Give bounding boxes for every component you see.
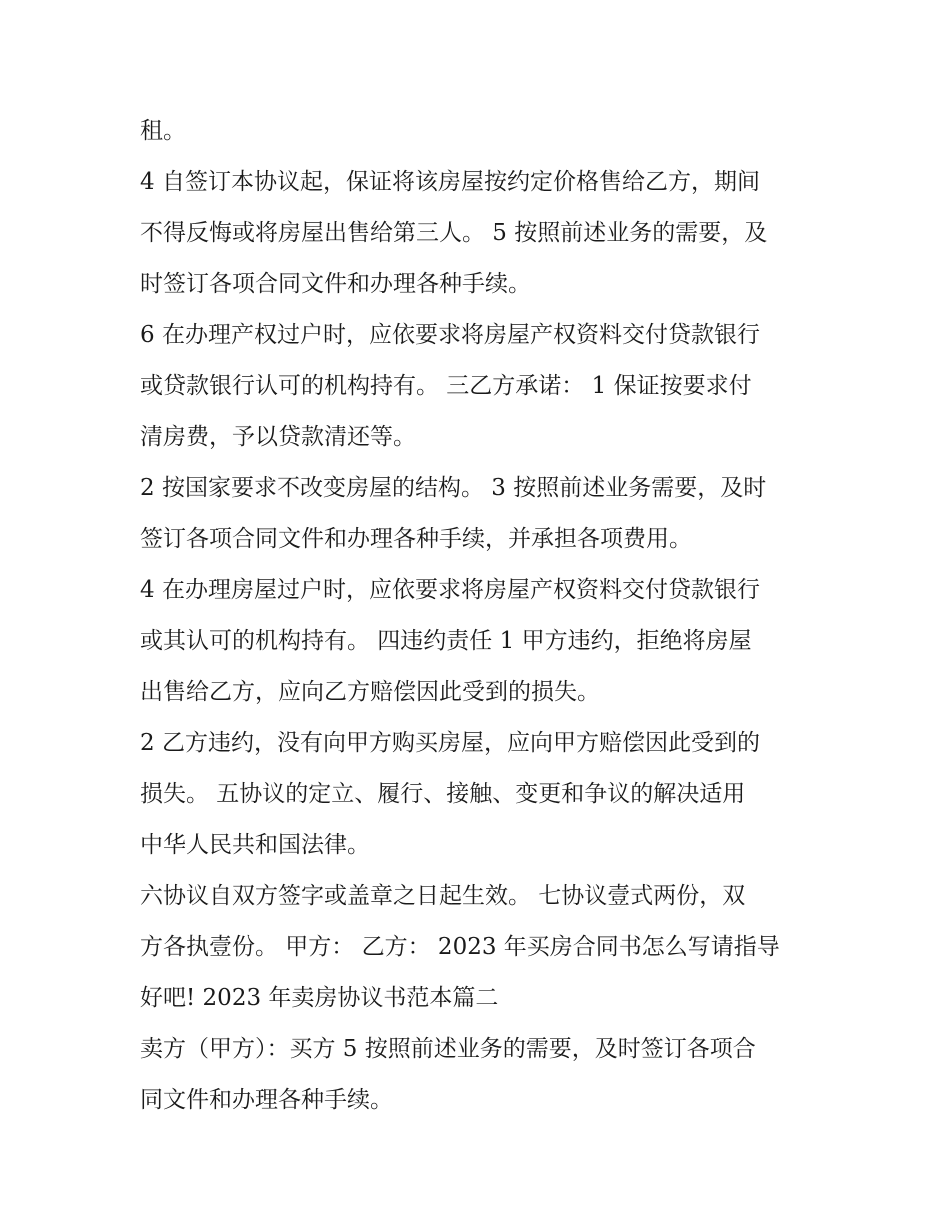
text-line: 签订各项合同文件和办理各种手续，并承担各项费用。 xyxy=(140,526,692,552)
text-line: 2 按国家要求不改变房屋的结构。 3 按照前述业务需要，及时 xyxy=(140,475,767,501)
text-line: 损失。 五协议的定立、履行、接触、变更和争议的解决适用 xyxy=(140,781,746,807)
text-line: 不得反悔或将房屋出售给第三人。 5 按照前述业务的需要，及 xyxy=(140,220,768,246)
text-line: 4 自签订本协议起，保证将该房屋按约定价格售给乙方，期间 xyxy=(140,169,760,195)
document-body xyxy=(140,106,820,1126)
text-line: 租。 xyxy=(140,118,186,144)
text-line: 6 在办理产权过户时，应依要求将房屋产权资料交付贷款银行 xyxy=(140,322,760,348)
text-line: 或其认可的机构持有。 四违约责任 1 甲方违约，拒绝将房屋 xyxy=(140,628,752,654)
text-line: 好吧! 2023 年卖房协议书范本篇二 xyxy=(140,985,499,1011)
text-line: 4 在办理房屋过户时，应依要求将房屋产权资料交付贷款银行 xyxy=(140,577,760,603)
text-line: 同文件和办理各种手续。 xyxy=(140,1087,393,1113)
text-line: 清房费，予以贷款清还等。 xyxy=(140,424,416,450)
text-line: 时签订各项合同文件和办理各种手续。 xyxy=(140,271,531,297)
text-line: 六协议自双方签字或盖章之日起生效。 七协议壹式两份，双 xyxy=(140,883,746,909)
text-line: 中华人民共和国法律。 xyxy=(140,832,370,858)
text-line: 卖方（甲方）：买方 5 按照前述业务的需要，及时签订各项合 xyxy=(140,1036,756,1062)
text-line: 或贷款银行认可的机构持有。 三乙方承诺： 1 保证按要求付 xyxy=(140,373,752,399)
text-line: 2 乙方违约，没有向甲方购买房屋，应向甲方赔偿因此受到的 xyxy=(140,730,760,756)
text-line: 方各执壹份。 甲方： 乙方： 2023 年买房合同书怎么写请指导 xyxy=(140,934,780,960)
text-line: 出售给乙方，应向乙方赔偿因此受到的损失。 xyxy=(140,679,600,705)
